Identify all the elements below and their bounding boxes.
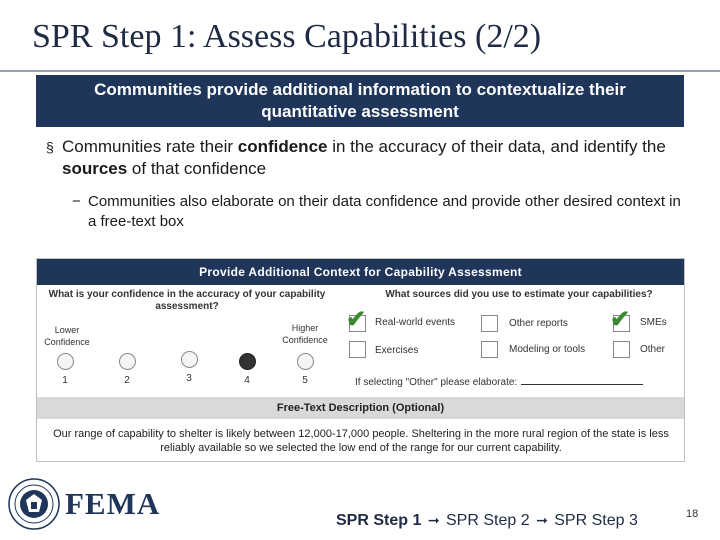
summary-banner	[36, 75, 684, 127]
sources-question: What sources did you use to estimate your capabilities?	[385, 289, 653, 300]
source-checkbox-modeling-or-tools[interactable]	[481, 341, 498, 358]
confidence-radio-4[interactable]	[239, 353, 256, 370]
fema-logo: FEMA	[65, 486, 161, 521]
freetext-header: Free-Text Description (Optional)	[37, 397, 684, 419]
banner-line-1: Communities provide additional information to contextualize their	[94, 80, 626, 99]
higher-confidence-label: Higher Confidence	[282, 323, 328, 345]
bullet-text-part-2: in the accuracy of their data, and identify the	[327, 137, 666, 156]
nav-step-3[interactable]: SPR Step 3	[554, 512, 638, 529]
confidence-number-1: 1	[62, 375, 68, 386]
source-checkbox-other[interactable]	[613, 341, 630, 358]
source-checkbox-other-reports[interactable]	[481, 315, 498, 332]
other-elaborate-input[interactable]	[521, 376, 643, 385]
confidence-radio-3[interactable]	[181, 351, 198, 368]
nav-step-2[interactable]: SPR Step 2	[446, 512, 530, 529]
bullet-marker: §	[46, 139, 54, 155]
source-checkbox-exercises[interactable]	[349, 341, 366, 358]
freetext-description[interactable]: Our range of capability to shelter is likely between 12,000-17,000 people. Sheltering in the more rural region of the state is less reliably available so we selected the low end of the range for our current capability.	[53, 428, 669, 454]
source-label-real-world-events: Real-world events	[375, 317, 456, 328]
bullet-text-part-1: Communities rate their	[62, 137, 238, 156]
step-navigation	[336, 512, 638, 530]
bullet-text-part-3: of that confidence	[127, 159, 267, 178]
source-label-other: Other	[640, 344, 666, 355]
confidence-number-5: 5	[302, 375, 308, 386]
confidence-question: What is your confidence in the accuracy of your capability assessment?	[48, 289, 326, 312]
arrow-right-icon: ➞	[427, 512, 440, 528]
page-number: 18	[686, 508, 699, 520]
confidence-number-2: 2	[124, 375, 130, 386]
source-label-modeling-or-tools: Modeling or tools	[509, 344, 586, 355]
lower-confidence-label: Lower Confidence	[44, 325, 90, 347]
other-elaborate-row	[355, 376, 643, 388]
source-label-exercises: Exercises	[375, 345, 419, 356]
context-form	[36, 258, 685, 462]
checkmark-icon: ✔	[346, 306, 367, 333]
bullet-bold-confidence: confidence	[237, 137, 328, 156]
sub-bullet-marker: −	[72, 193, 81, 210]
source-checkbox-real-world-events[interactable]	[346, 306, 367, 333]
confidence-number-3: 3	[186, 373, 192, 384]
slide-title: SPR Step 1: Assess Capabilities (2/2)	[32, 18, 542, 55]
bullet-bold-sources: sources	[62, 159, 128, 178]
source-label-other-reports: Other reports	[509, 318, 568, 329]
arrow-right-icon: ➞	[536, 512, 548, 528]
other-elaborate-prompt: If selecting "Other" please elaborate:	[355, 377, 518, 388]
checkmark-icon: ✔	[610, 306, 631, 333]
banner-line-2: quantitative assessment	[261, 102, 459, 121]
bullet-text	[46, 136, 686, 180]
title-divider	[0, 70, 720, 72]
sub-bullet-text: Communities also elaborate on their data confidence and provide other desired context in a free-text box	[88, 193, 681, 230]
nav-step-1[interactable]: SPR Step 1	[336, 512, 422, 529]
confidence-number-4: 4	[244, 375, 250, 386]
dhs-seal-icon	[8, 478, 60, 530]
form-header: Provide Additional Context for Capability Assessment	[37, 259, 684, 285]
confidence-radio-2[interactable]	[119, 353, 136, 370]
confidence-radio-1[interactable]	[57, 353, 74, 370]
sub-bullet	[72, 192, 682, 232]
source-checkbox-smes[interactable]	[610, 306, 631, 333]
source-label-smes: SMEs	[640, 317, 667, 328]
confidence-radio-5[interactable]	[297, 353, 314, 370]
main-bullet	[46, 136, 686, 180]
